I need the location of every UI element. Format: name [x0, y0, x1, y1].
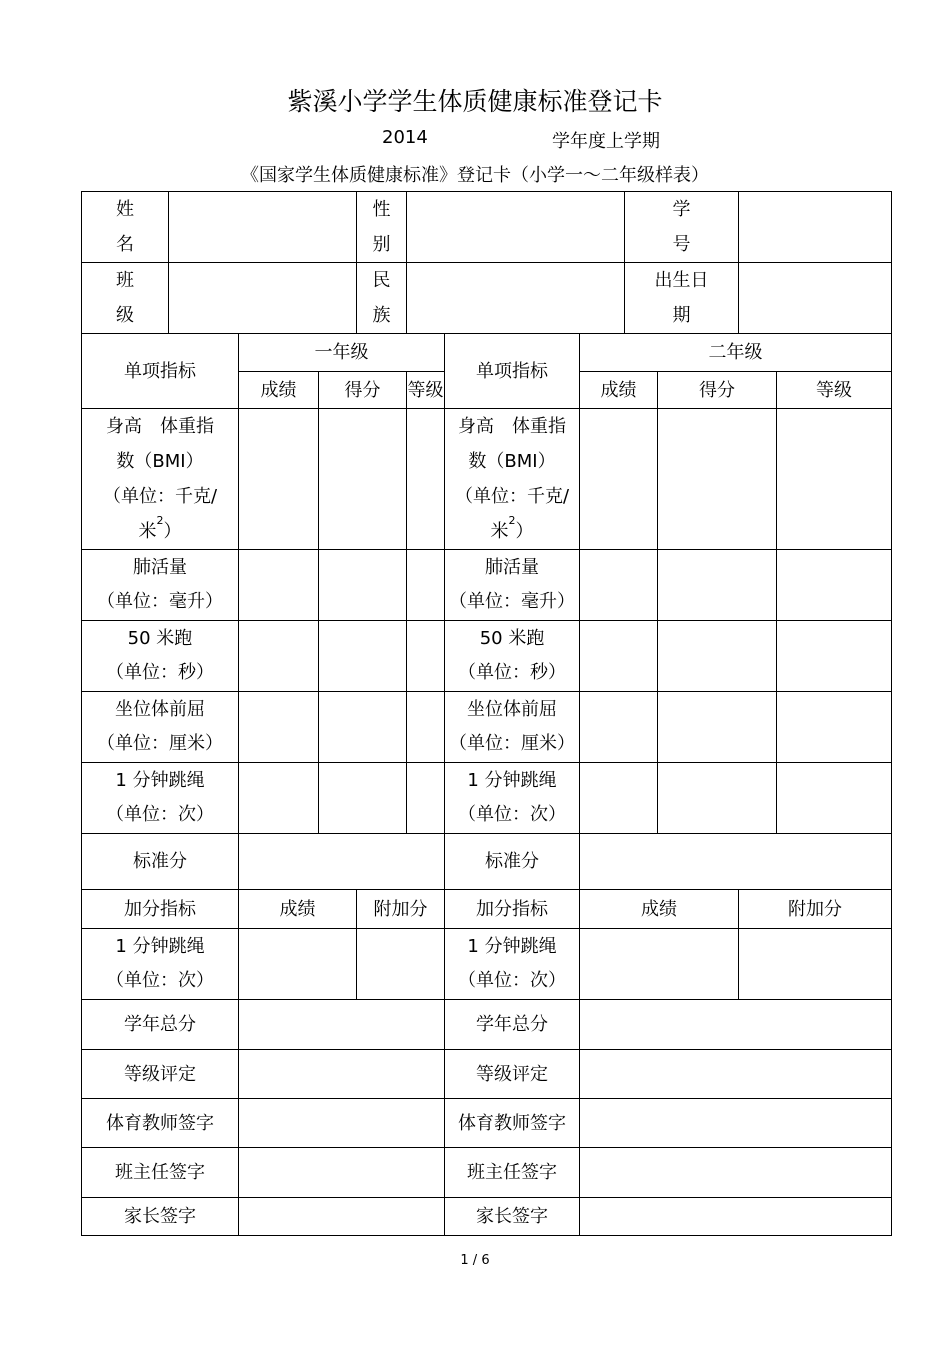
- g1-bonus-extra-header: 附加分: [357, 890, 445, 929]
- card-subtitle: 《国家学生体质健康标准》登记卡（小学一～二年级样表）: [241, 165, 709, 186]
- level-label-g1: 等级评定: [82, 1050, 239, 1099]
- page-number: 1 / 6: [460, 1253, 490, 1268]
- g1-level-cell[interactable]: [407, 763, 445, 834]
- info-row-2: [82, 263, 892, 334]
- g1-standard-field[interactable]: [239, 834, 445, 890]
- sit-reach-row: [82, 692, 892, 763]
- parent-label-g2: 家长签字: [445, 1198, 580, 1236]
- lung-label-g1: 肺活量 （单位：毫升）: [82, 550, 239, 621]
- g1-bonus-score-header: 成绩: [239, 890, 357, 929]
- g2-level-cell[interactable]: [777, 763, 892, 834]
- bonus-rope-row: [82, 929, 892, 1000]
- g1-level-header: 等级: [407, 372, 445, 409]
- g1-level-cell[interactable]: [407, 409, 445, 550]
- g2-points-cell[interactable]: [658, 763, 777, 834]
- g2-level-cell[interactable]: [777, 409, 892, 550]
- g2-standard-field[interactable]: [580, 834, 892, 890]
- pe-teacher-row: [82, 1099, 892, 1148]
- bonus-rope-label-g2: 1 分钟跳绳 （单位：次）: [445, 929, 580, 1000]
- school-term: 学年度上学期: [552, 131, 660, 152]
- lung-label-g2: 肺活量 （单位：毫升）: [445, 550, 580, 621]
- g2-level-field[interactable]: [580, 1050, 892, 1099]
- gender-label: 性 别: [357, 192, 407, 263]
- g1-bonus-score-cell[interactable]: [239, 929, 357, 1000]
- page-title: 紫溪小学学生体质健康标准登记卡: [287, 87, 663, 116]
- gender-field[interactable]: [407, 192, 625, 263]
- student-id-label: 学 号: [625, 192, 739, 263]
- bonus-header-row: [82, 890, 892, 929]
- g1-points-header: 得分: [319, 372, 407, 409]
- total-label-g2: 学年总分: [445, 1000, 580, 1050]
- rope-label-g1: 1 分钟跳绳 （单位：次）: [82, 763, 239, 834]
- name-label: 姓 名: [82, 192, 169, 263]
- g2-parent-field[interactable]: [580, 1198, 892, 1236]
- standard-label-g1: 标准分: [82, 834, 239, 890]
- g2-points-header: 得分: [658, 372, 777, 409]
- bonus-label-g2: 加分指标: [445, 890, 580, 929]
- g2-bonus-score-header: 成绩: [580, 890, 739, 929]
- g2-points-cell[interactable]: [658, 409, 777, 550]
- g2-points-cell[interactable]: [658, 550, 777, 621]
- birth-date-label: 出生日 期: [625, 263, 739, 334]
- g2-bonus-score-cell[interactable]: [580, 929, 739, 1000]
- g1-points-cell[interactable]: [319, 692, 407, 763]
- g1-points-cell[interactable]: [319, 550, 407, 621]
- g1-score-cell[interactable]: [239, 621, 319, 692]
- g1-score-cell[interactable]: [239, 763, 319, 834]
- sit-label-g2: 坐位体前屈 （单位：厘米）: [445, 692, 580, 763]
- g2-points-cell[interactable]: [658, 621, 777, 692]
- g2-score-cell[interactable]: [580, 692, 658, 763]
- g1-points-cell[interactable]: [319, 621, 407, 692]
- run-label-g2: 50 米跑 （单位：秒）: [445, 621, 580, 692]
- g1-bonus-extra-cell[interactable]: [357, 929, 445, 1000]
- parent-label-g1: 家长签字: [82, 1198, 239, 1236]
- level-label-g2: 等级评定: [445, 1050, 580, 1099]
- ethnicity-field[interactable]: [407, 263, 625, 334]
- level-row: [82, 1050, 892, 1099]
- g1-level-field[interactable]: [239, 1050, 445, 1099]
- g2-level-cell[interactable]: [777, 621, 892, 692]
- head-teacher-row: [82, 1148, 892, 1198]
- grade2-header: 二年级: [580, 334, 892, 372]
- total-label-g1: 学年总分: [82, 1000, 239, 1050]
- g2-score-cell[interactable]: [580, 763, 658, 834]
- g2-level-cell[interactable]: [777, 550, 892, 621]
- bonus-rope-label-g1: 1 分钟跳绳 （单位：次）: [82, 929, 239, 1000]
- head-teacher-label-g2: 班主任签字: [445, 1148, 580, 1198]
- g1-score-header: 成绩: [239, 372, 319, 409]
- item-header-grade1: 单项指标: [82, 334, 239, 409]
- pe-teacher-label-g2: 体育教师签字: [445, 1099, 580, 1148]
- grade1-header: 一年级: [239, 334, 445, 372]
- birth-date-field[interactable]: [739, 263, 892, 334]
- pe-teacher-label-g1: 体育教师签字: [82, 1099, 239, 1148]
- name-field[interactable]: [169, 192, 357, 263]
- g1-pe-teacher-field[interactable]: [239, 1099, 445, 1148]
- g2-bonus-extra-header: 附加分: [739, 890, 892, 929]
- g2-score-cell[interactable]: [580, 409, 658, 550]
- class-field[interactable]: [169, 263, 357, 334]
- g1-parent-field[interactable]: [239, 1198, 445, 1236]
- bonus-label-g1: 加分指标: [82, 890, 239, 929]
- g2-score-cell[interactable]: [580, 621, 658, 692]
- head-teacher-label-g1: 班主任签字: [82, 1148, 239, 1198]
- rope-row: [82, 763, 892, 834]
- g2-points-cell[interactable]: [658, 692, 777, 763]
- g2-level-cell[interactable]: [777, 692, 892, 763]
- bmi-row: [82, 409, 892, 550]
- g2-score-cell[interactable]: [580, 550, 658, 621]
- g1-score-cell[interactable]: [239, 550, 319, 621]
- standard-score-row: [82, 834, 892, 890]
- g2-total-field[interactable]: [580, 1000, 892, 1050]
- g1-level-cell[interactable]: [407, 621, 445, 692]
- item-header-grade2: 单项指标: [445, 334, 580, 409]
- g1-points-cell[interactable]: [319, 763, 407, 834]
- g2-bonus-extra-cell[interactable]: [739, 929, 892, 1000]
- g1-score-cell[interactable]: [239, 692, 319, 763]
- info-row-1: [82, 192, 892, 263]
- g1-level-cell[interactable]: [407, 692, 445, 763]
- total-row: [82, 1000, 892, 1050]
- g2-head-teacher-field[interactable]: [580, 1148, 892, 1198]
- g1-score-cell[interactable]: [239, 409, 319, 550]
- bmi-label-g2: 身高 体重指 数（BMI） （单位：千克/ 米$^2$）: [445, 409, 580, 550]
- run-row: [82, 621, 892, 692]
- student-id-field[interactable]: [739, 192, 892, 263]
- grade-header-row: [82, 334, 892, 372]
- class-label: 班 级: [82, 263, 169, 334]
- school-year: 2014: [382, 127, 428, 148]
- g1-level-cell[interactable]: [407, 550, 445, 621]
- g1-total-field[interactable]: [239, 1000, 445, 1050]
- rope-label-g2: 1 分钟跳绳 （单位：次）: [445, 763, 580, 834]
- g1-head-teacher-field[interactable]: [239, 1148, 445, 1198]
- g2-score-header: 成绩: [580, 372, 658, 409]
- g1-points-cell[interactable]: [319, 409, 407, 550]
- registration-table: [81, 191, 892, 1236]
- bmi-label-g1: 身高 体重指 数（BMI） （单位：千克/ 米$^2$）: [82, 409, 239, 550]
- parent-row: [82, 1198, 892, 1236]
- g2-pe-teacher-field[interactable]: [580, 1099, 892, 1148]
- sit-label-g1: 坐位体前屈 （单位：厘米）: [82, 692, 239, 763]
- standard-label-g2: 标准分: [445, 834, 580, 890]
- ethnicity-label: 民 族: [357, 263, 407, 334]
- run-label-g1: 50 米跑 （单位：秒）: [82, 621, 239, 692]
- g2-level-header: 等级: [777, 372, 892, 409]
- lung-row: [82, 550, 892, 621]
